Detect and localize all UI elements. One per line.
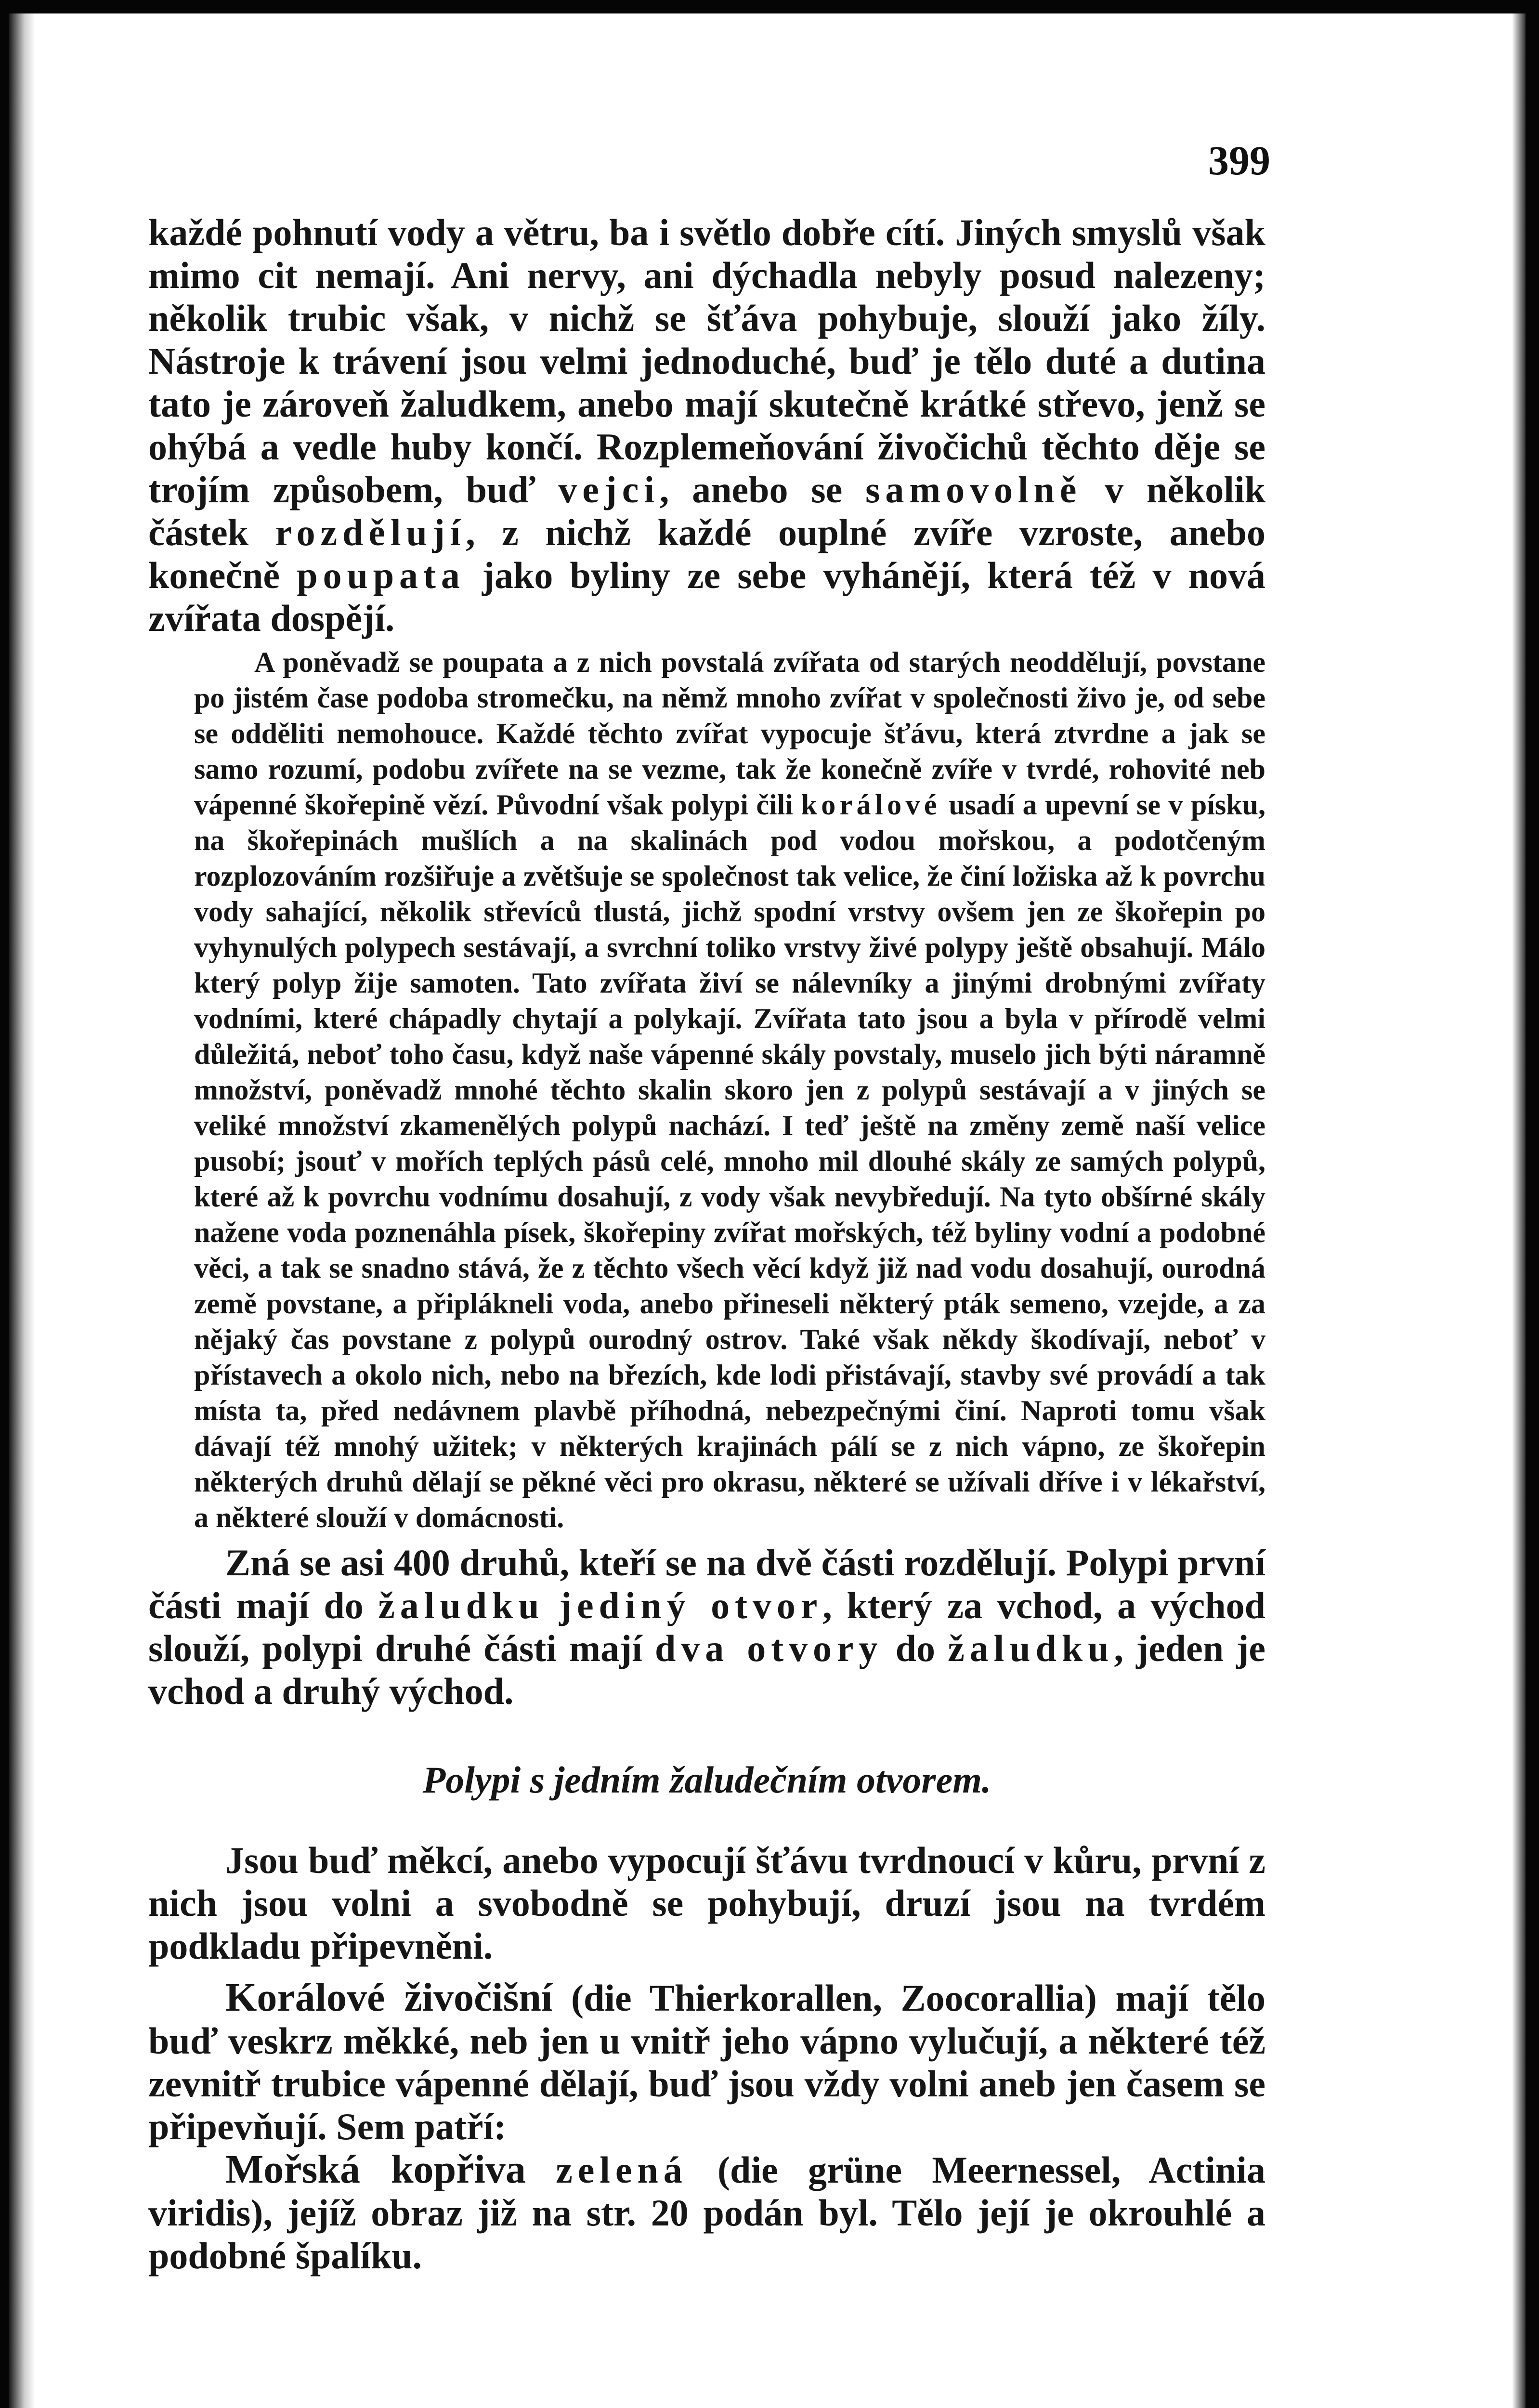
spaced-term: poupata: [297, 554, 465, 596]
text-run: A poněvadž se poupata a z nich povstalá zvířata od starých neoddělují, povstane po jistém čase podoba stromečku, na němž mnoho zvířat v společnosti živo je, od sebe se odděliti nemohouce. Každé těchto zvířat vypocuje šťávu, která ztvrdne a jak se samo rozumí, podobu zvířete na se vezme, tak že konečně zvíře v tvrdé, rohovité neb vápenné škořepině vězí. Původní však polypi čili: [194, 646, 1265, 821]
paragraph-zoocorallia: [148, 1976, 1265, 2148]
text-run: Zná se asi 400 druhů, kteří se na dvě části rozdělují. Polypi první části mají do: [148, 1542, 1265, 1626]
bold-term: Mořská kopřiva: [225, 2147, 526, 2192]
spaced-term: žaludku: [948, 1627, 1114, 1669]
small-print-note: [148, 644, 1265, 1535]
main-text-block: [148, 1839, 1265, 2277]
text-run: , jeden je vchod a druhý východ.: [148, 1627, 1265, 1712]
text-run: v několik částek: [148, 469, 1266, 553]
text-run: usadí a upevní se v písku, na škořepinách mušlích a na skalinách pod vodou mořskou, a podotčeným rozplozováním rozšiřuje a zvětšuje se společnost tak velice, že činí ložiska až k povrchu vody sahající, několik střevíců tlustá, jichž spodní vrstvy ovšem jen ze škořepin po vyhynulých polypech sestávají, a svrchní toliko vrstvy živé polypy ještě obsahují. Málo který polyp žije samoten. Tato zvířata živí se nálevníky a jinými drobnými zvířaty vodními, které chápadly chytají a polykají. Zvířata tato jsou a byla v přírodě velmi důležitá, neboť toho času, když naše vápenné skály povstaly, muselo jich býti náramně množství, poněvadž mnohé těchto skalin skoro jen z polypů sestávají a v jiných se veliké množství zkamenělých polypů nachází. I teď ještě na změny země naší velice pusobí; jsouť v mořích teplých pásů celé, mnoho mil dlouhé skály ze samých polypů, které až k povrchu vodnímu dosahují, z vody však nevybředují. Na tyto obšírné skály nažene voda poznenáhla písek, škořepiny zvířat mořských, též byliny vodní a podobné věci, a tak se snadno stává, že z těchto všech věcí když již nad vodu dosahují, ourodná země povstane, a připlákneli voda, anebo přineseli některý pták semeno, vzejde, a za nějaký čas povstane z polypů ourodný ostrov. Také však někdy škodívají, neboť v přístavech a okolo nich, nebo na březích, kde lodi přistávají, stavby své provádí a tak místa ta, před nedávnem plavbě příhodná, nebezpečnými činí. Naproti tomu však dávají též mnohý užitek; v některých krajinách pálí se z nich vápno, ze škořepin některých druhů dělají se pěkné věci pro okrasu, některé se užívali dříve i v lékařství, a některé slouží v domácnosti.: [194, 789, 1266, 1533]
page-text: [148, 211, 1265, 2277]
bold-term: Korálové živočišní: [225, 1975, 553, 2020]
spaced-term: rozdělují: [275, 511, 466, 553]
spaced-term: jediný otvor: [559, 1584, 823, 1626]
text-run: , anebo se: [659, 469, 843, 510]
spaced-term: samovolně: [865, 469, 1082, 510]
section-heading: Polypi s jedním žaludečním otvorem.: [422, 1759, 991, 1801]
text-run: každé pohnutí vody a větru, ba i světlo dobře cítí. Jiných smyslů však mimo cit nemají. Ani nervy, ani dýchadla nebyly posud nalezeny; několik trubic však, v nichž se šťáva pohybuje, slouží jako žíly. Nástroje k trávení jsou velmi jednoduché, buď je tělo duté a dutina tato je zároveň žaludkem, anebo mají skutečně krátké střevo, jenž se ohýbá a vedle huby končí. Rozplemeňování živočichů těchto děje se trojím způsobem, buď: [148, 211, 1265, 510]
spaced-term: vejci: [558, 469, 660, 510]
paragraph-actinia: [148, 2148, 1265, 2277]
spaced-term: zelená: [556, 2149, 688, 2191]
page-number: 399: [1208, 137, 1270, 183]
text-run: , který za vchod, a východ slouží, polypi druhé části mají: [148, 1584, 1265, 1669]
paragraph-classification: [148, 1541, 1265, 1713]
text-run: do: [883, 1627, 948, 1669]
text-run: (die Thierkorallen, Zoocorallia) mají tělo buď veskrz měkké, neb jen u vnitř jeho vápno vylučují, a některé též zevnitř trubice vápenné dělají, buď jsou vždy volni aneb jen časem se připevňují. Sem patří:: [148, 1977, 1265, 2147]
spaced-term: dva otvory: [655, 1627, 883, 1669]
text-run: (die grüne Meernessel, Actinia viridis), jejíž obraz již na str. 20 podán byl. Tělo její je okrouhlé a podobné špalíku.: [148, 2149, 1265, 2277]
spaced-term: korálové: [801, 789, 941, 821]
main-text-block: [148, 1541, 1265, 1713]
paragraph-reproduction: [148, 211, 1265, 640]
book-page: [9, 13, 1526, 2408]
spaced-term: žaludku: [378, 1584, 545, 1626]
paragraph-description: Jsou buď měkcí, anebo vypocují šťávu tvrdnoucí v kůru, první z nich jsou volni a svobodně se pohybují, druzí jsou na tvrdém podkladu připevněni.: [148, 1839, 1265, 1967]
text-run: jako byliny ze sebe vyhánějí, která též v nová zvířata dospějí.: [148, 554, 1266, 639]
text-run: [545, 1584, 560, 1626]
text-run: , z nichž každé ouplné zvíře vzroste, anebo konečně: [148, 511, 1265, 596]
main-text-block: [148, 211, 1265, 640]
